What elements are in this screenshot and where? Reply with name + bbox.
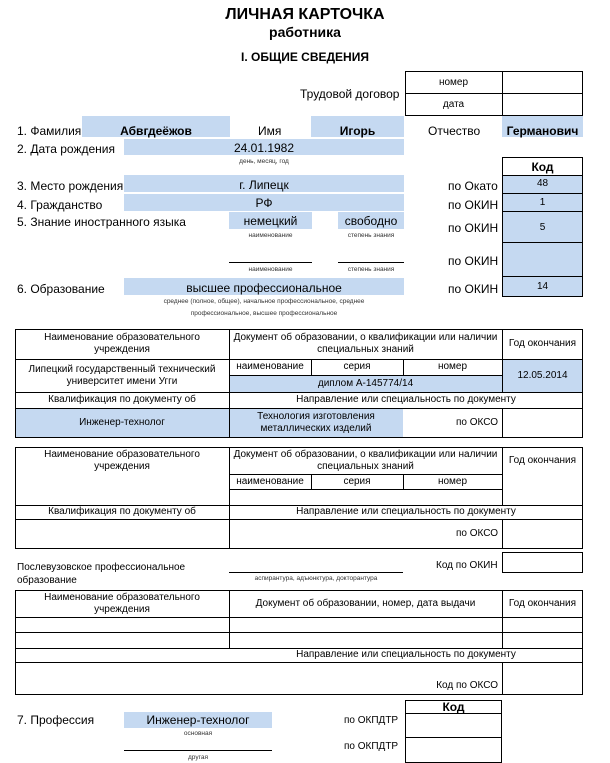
table1-direction-header: Направление или специальность по документу [296, 394, 516, 405]
table1-qual-header: Квалификация по документу об [48, 394, 196, 405]
table1-year-header: Год окончания [508, 338, 577, 349]
education-hint-2: профессиональное, высшее профессиональное [190, 310, 338, 317]
language-name: немецкий [243, 214, 298, 228]
language-code-label: по ОКИН [448, 221, 499, 235]
education-value: высшее профессиональное [186, 281, 342, 295]
citizenship-code: 1 [539, 197, 546, 208]
divider [405, 93, 583, 94]
table2-inst-header: Наименование образовательного учреждения [44, 448, 200, 472]
table2-series-header: серия [343, 475, 371, 487]
language-code: 5 [539, 222, 546, 233]
divider [502, 662, 503, 695]
table1-series-header: серия [343, 361, 371, 372]
table3-year-header: Год окончания [508, 597, 577, 609]
profession-value: Инженер-технолог [146, 713, 250, 727]
birth-value: 24.01.1982 [233, 141, 295, 155]
table1-qualification: Инженер-технолог [79, 417, 165, 428]
divider [502, 408, 503, 438]
divider [15, 632, 583, 633]
underline [229, 572, 403, 573]
first-name-value: Игорь [339, 124, 376, 138]
table1-institution: Липецкий государственный технический университет имени Угги [28, 363, 216, 387]
citizenship-code-label: по ОКИН [448, 198, 499, 212]
table1-specialty: Технология изготовления металлических изделий [257, 411, 375, 434]
surname-label: 1. Фамилия [17, 124, 82, 138]
place-label: 3. Место рождения [17, 179, 124, 193]
divider [229, 489, 502, 490]
profession-code-label: по ОКПДТР [344, 715, 399, 726]
page-title: ЛИЧНАЯ КАРТОЧКА [225, 6, 385, 23]
underline [229, 262, 312, 263]
education-code-label: по ОКИН [448, 282, 499, 296]
table3-inst-header: Наименование образовательного учреждения [44, 591, 200, 615]
contract-number-label: номер [438, 77, 469, 88]
place-code: 48 [536, 178, 549, 189]
table2-doc-header: Документ об образовании, о квалификации или наличии специальных знаний [233, 448, 498, 472]
language-level-hint: степень знания [347, 232, 395, 239]
profession-code-label-2: по ОКПДТР [344, 741, 399, 752]
language-name-hint: наименование [248, 232, 293, 239]
table1-document: диплом А-145774/14 [317, 377, 414, 389]
profession-code-header: Код [442, 700, 465, 714]
divider [15, 617, 583, 618]
contract-label: Трудовой договор [300, 87, 400, 101]
table2-name-header: наименование [236, 475, 304, 487]
language-level: свободно [344, 214, 398, 228]
birth-hint: день, месяц, год [239, 158, 289, 165]
language-label: 5. Знание иностранного языка [17, 215, 186, 229]
section-title: I. ОБЩИЕ СВЕДЕНИЯ [241, 50, 369, 64]
table2-number-header: номер [437, 475, 468, 487]
table3-doc-header: Документ об образовании, номер, дата выдачи [255, 597, 476, 609]
table1-number-header: номер [437, 361, 468, 372]
postgrad-code-box [502, 552, 583, 573]
table1-year: 12.05.2014 [517, 369, 568, 381]
table1-name-header: наименование [236, 361, 304, 372]
surname-value: Абвгдеёжов [120, 124, 192, 138]
divider [502, 242, 583, 243]
birth-label: 2. Дата рождения [17, 142, 115, 156]
postgrad-hint: аспирантура, адъюнктура, докторантура [254, 575, 378, 582]
language2-level-hint: степень знания [347, 266, 395, 273]
place-value: г. Липецк [239, 178, 289, 192]
divider [15, 662, 583, 663]
divider [502, 519, 503, 549]
table2-qual-header: Квалификация по документу об [48, 506, 196, 517]
table3-okso-label: Код по ОКСО [436, 680, 498, 691]
postgrad-code-label: Код по ОКИН [436, 560, 498, 571]
divider [502, 71, 503, 116]
table2-okso-label: по ОКСО [455, 528, 498, 539]
divider [502, 193, 583, 194]
education-code: 14 [536, 281, 549, 292]
table3-direction-header: Направление или специальность по документу [296, 649, 516, 660]
page-subtitle: работника [269, 24, 341, 40]
patronymic-value: Германович [506, 124, 579, 138]
postgrad-label: Послевузовское профессиональное образование [17, 562, 186, 586]
patronymic-label: Отчество [428, 124, 481, 138]
first-name-label: Имя [258, 124, 282, 138]
table1-okso-label: по ОКСО [455, 417, 498, 428]
citizenship-label: 4. Гражданство [17, 198, 103, 212]
education-hint-1: среднее (полное, общее), начальное профессиональное, среднее [163, 298, 365, 305]
language2-name-hint: наименование [248, 266, 293, 273]
field-bg [503, 243, 582, 276]
table1-inst-header: Наименование образовательного учреждения [44, 332, 200, 355]
language2-code-label: по ОКИН [448, 254, 499, 268]
underline [338, 262, 404, 263]
table2-year-header: Год окончания [508, 454, 577, 466]
table2-direction-header: Направление или специальность по документу [296, 506, 516, 517]
profession-hint-other: другая [188, 754, 208, 761]
table1-doc-header: Документ об образовании, о квалификации или наличии специальных знаний [233, 332, 498, 355]
underline [124, 750, 272, 751]
divider [405, 737, 502, 738]
place-code-label: по Окато [448, 179, 498, 193]
divider [502, 211, 583, 212]
profession-hint-main: основная [183, 730, 213, 737]
education-label: 6. Образование [17, 282, 105, 296]
code-header: Код [531, 160, 554, 174]
citizenship-value: РФ [255, 196, 273, 210]
divider [502, 175, 583, 176]
contract-date-label: дата [442, 99, 465, 110]
profession-label: 7. Профессия [17, 713, 95, 727]
